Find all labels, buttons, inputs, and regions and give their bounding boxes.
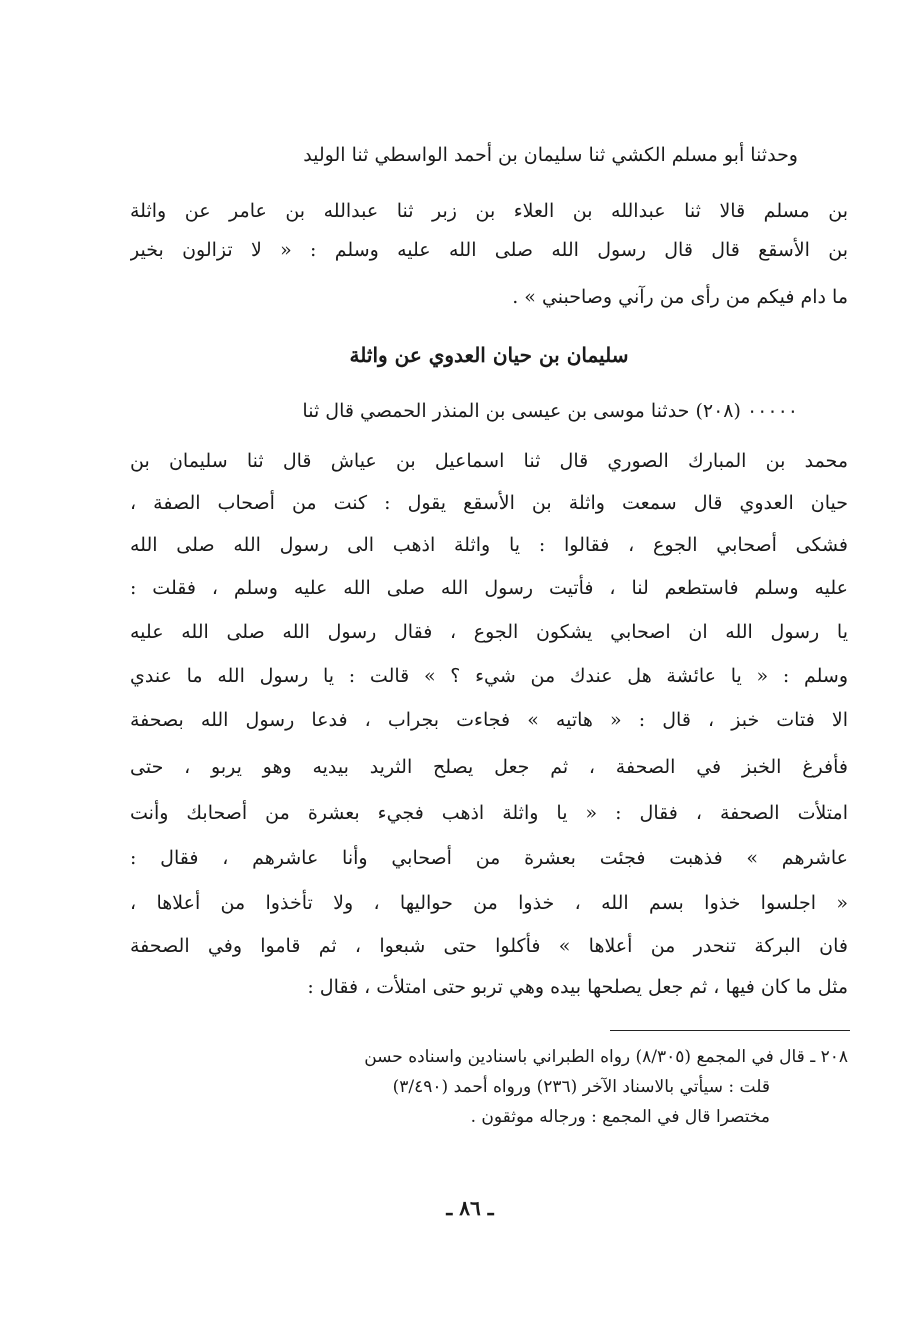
footnote-line: مختصرا قال في المجمع : ورجاله موثقون .: [470, 1107, 770, 1127]
text-line: وحدثنا أبو مسلم الكشي ثنا سليمان بن أحمد الواسطي ثنا الوليد: [303, 144, 798, 166]
text-line: محمد بن المبارك الصوري قال ثنا اسماعيل بن عياش قال ثنا سليمان بن: [130, 450, 848, 472]
section-heading: سليمان بن حيان العدوي عن واثلة: [349, 343, 629, 367]
text-line: الا فتات خبز ، قال : « هاتيه » فجاءت بجراب ، فدعا رسول الله بصحفة: [130, 709, 848, 731]
text-line: فشكى أصحابي الجوع ، فقالوا : يا واثلة اذهب الى رسول الله صلى الله: [130, 534, 848, 556]
text-line: فأفرغ الخبز في الصحفة ، ثم جعل يصلح الثريد بيديه وهو يربو ، حتى: [130, 756, 848, 778]
footnote-separator: [610, 1030, 850, 1031]
text-line: عليه وسلم فاستطعم لنا ، فأتيت رسول الله صلى الله عليه وسلم ، فقلت :: [130, 577, 848, 599]
text-line: يا رسول الله ان اصحابي يشكون الجوع ، فقال رسول الله صلى الله عليه: [130, 621, 848, 643]
text-line: فان البركة تنحدر من أعلاها » فأكلوا حتى شبعوا ، ثم قاموا وفي الصحفة: [130, 935, 848, 957]
text-line: عاشرهم » فذهبت فجئت بعشرة من أصحابي وأنا عاشرهم ، فقال :: [130, 847, 848, 869]
text-line: بن الأسقع قال قال رسول الله صلى الله عليه وسلم : « لا تزالون بخير: [130, 239, 848, 261]
text-line: « اجلسوا خذوا بسم الله ، خذوا من حواليها ، ولا تأخذوا من أعلاها ،: [130, 892, 848, 914]
text-line: ما دام فيكم من رأى من رآني وصاحبني » .: [512, 286, 848, 308]
text-line: حيان العدوي قال سمعت واثلة بن الأسقع يقول : كنت من أصحاب الصفة ،: [130, 492, 848, 514]
footnote-line: قلت : سيأتي بالاسناد الآخر (٢٣٦) ورواه أحمد (٣/٤٩٠): [392, 1077, 770, 1097]
text-line: مثل ما كان فيها ، ثم جعل يصلحها بيده وهي تربو حتى امتلأت ، فقال :: [307, 976, 848, 998]
text-line: وسلم : « يا عائشة هل عندك من شيء ؟ » قالت : يا رسول الله ما عندي: [130, 665, 848, 687]
text-line: ٠٠٠٠٠ (٢٠٨) حدثنا موسى بن عيسى بن المنذر الحمصي قال ثنا: [302, 400, 798, 422]
footnote-line: ٢٠٨ ـ قال في المجمع (٨/٣٠٥) رواه الطبراني باسنادين واسناده حسن: [364, 1047, 848, 1067]
page-number: ـ ٨٦ ـ: [446, 1196, 494, 1220]
text-line: امتلأت الصحفة ، فقال : « يا واثلة اذهب فجيء بعشرة من أصحابك وأنت: [130, 802, 848, 824]
text-line: بن مسلم قالا ثنا عبدالله بن العلاء بن زبر ثنا عبدالله بن عامر عن واثلة: [130, 200, 848, 222]
